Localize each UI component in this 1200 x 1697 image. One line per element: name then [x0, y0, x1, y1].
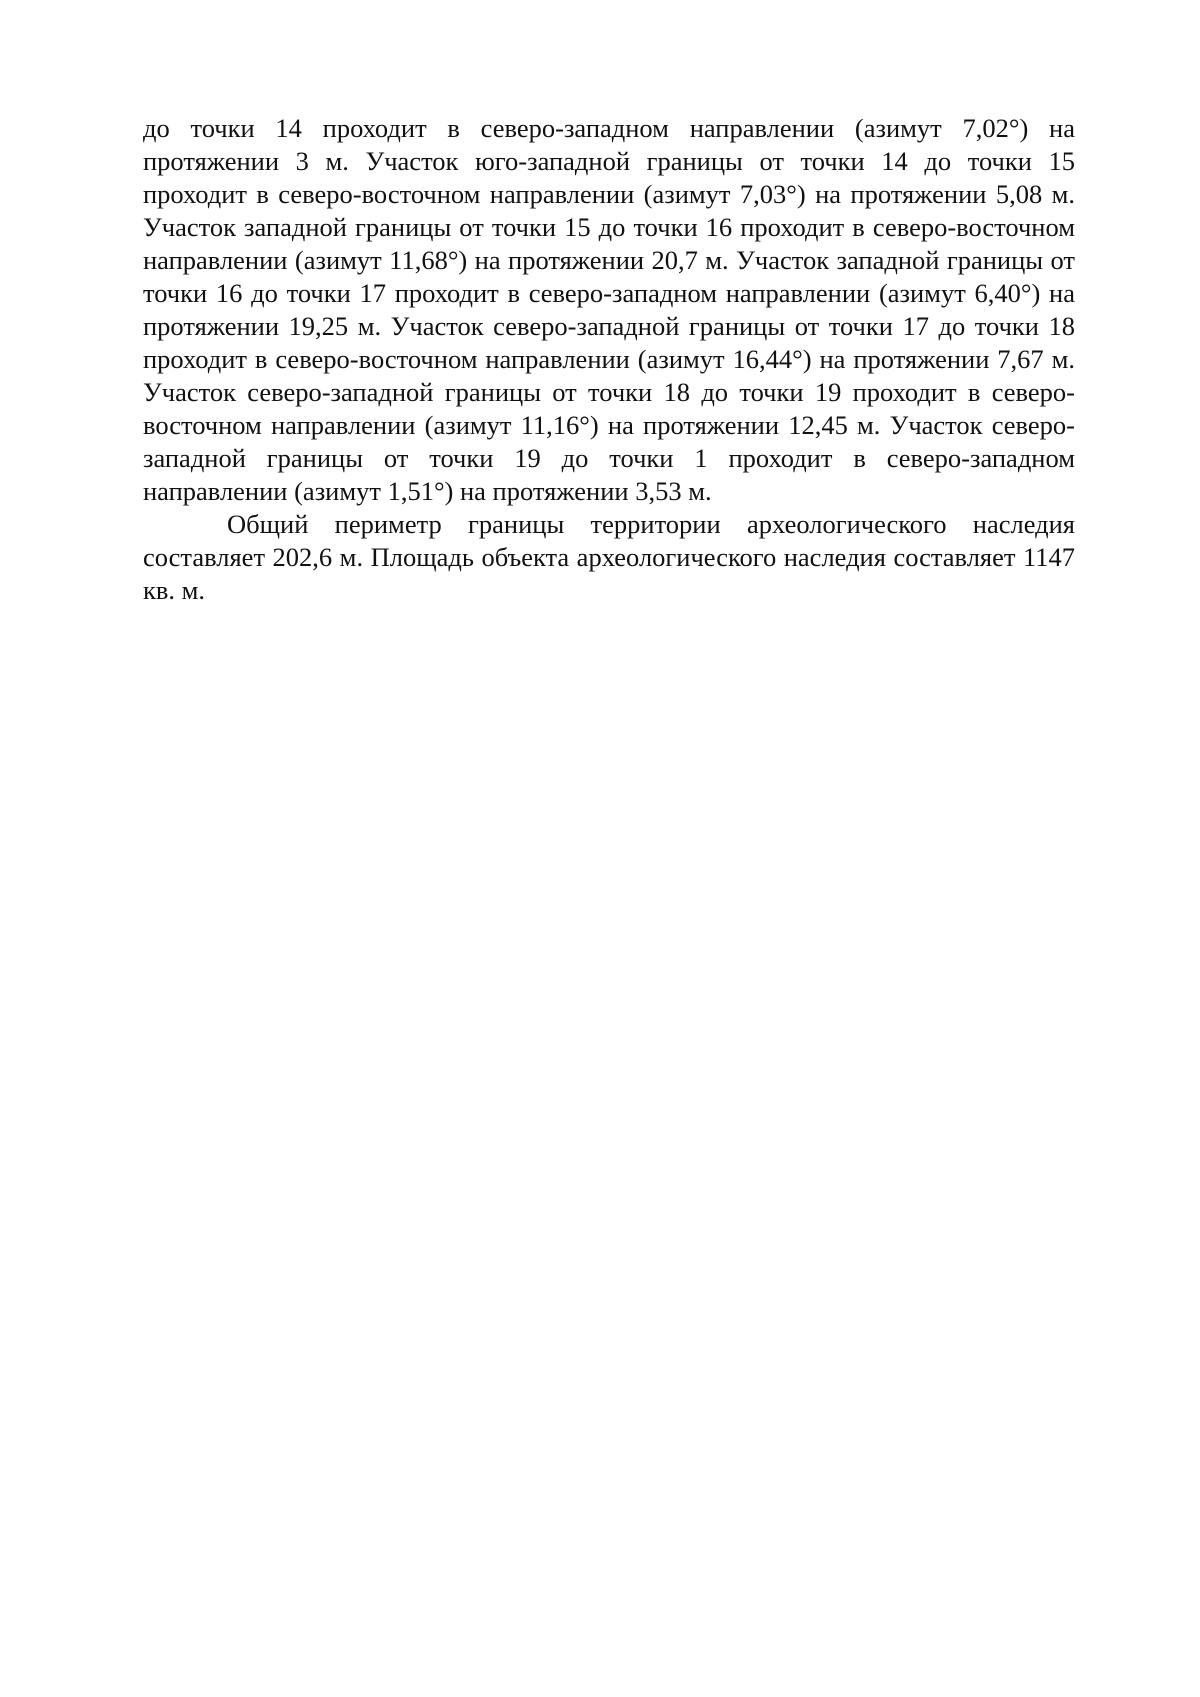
boundary-description-paragraph: до точки 14 проходит в северо-западном направлении (азимут 7,02°) на протяжении 3 м. Участок юго-западной границы от точки 14 до точки 15 проходит в северо-восточном направлении (азимут 7,03°) на протяжении 5,08 м. Участок западной границы от точки 15 до точки 16 проходит в северо-восточном направлении (азимут 11,68°) на протяжении 20,7 м. Участок западной границы от точки 16 до точки 17 проходит в северо-западном направлении (азимут 6,40°) на протяжении 19,25 м. Участок северо-западной границы от точки 17 до точки 18 проходит в северо-восточном направлении (азимут 16,44°) на протяжении 7,67 м. Участок северо-западной границы от точки 18 до точки 19 проходит в северо-восточном направлении (азимут 11,16°) на протяжении 12,45 м. Участок северо-западной границы от точки 19 до точки 1 проходит в северо-западном направлении (азимут 1,51°) на протяжении 3,53 м.: [143, 113, 1075, 506]
perimeter-area-paragraph: Общий периметр границы территории археологического наследия составляет 202,6 м. Площадь объекта археологического наследия составляет 1147 кв. м.: [143, 509, 1075, 605]
document-text-block: [143, 112, 1075, 607]
